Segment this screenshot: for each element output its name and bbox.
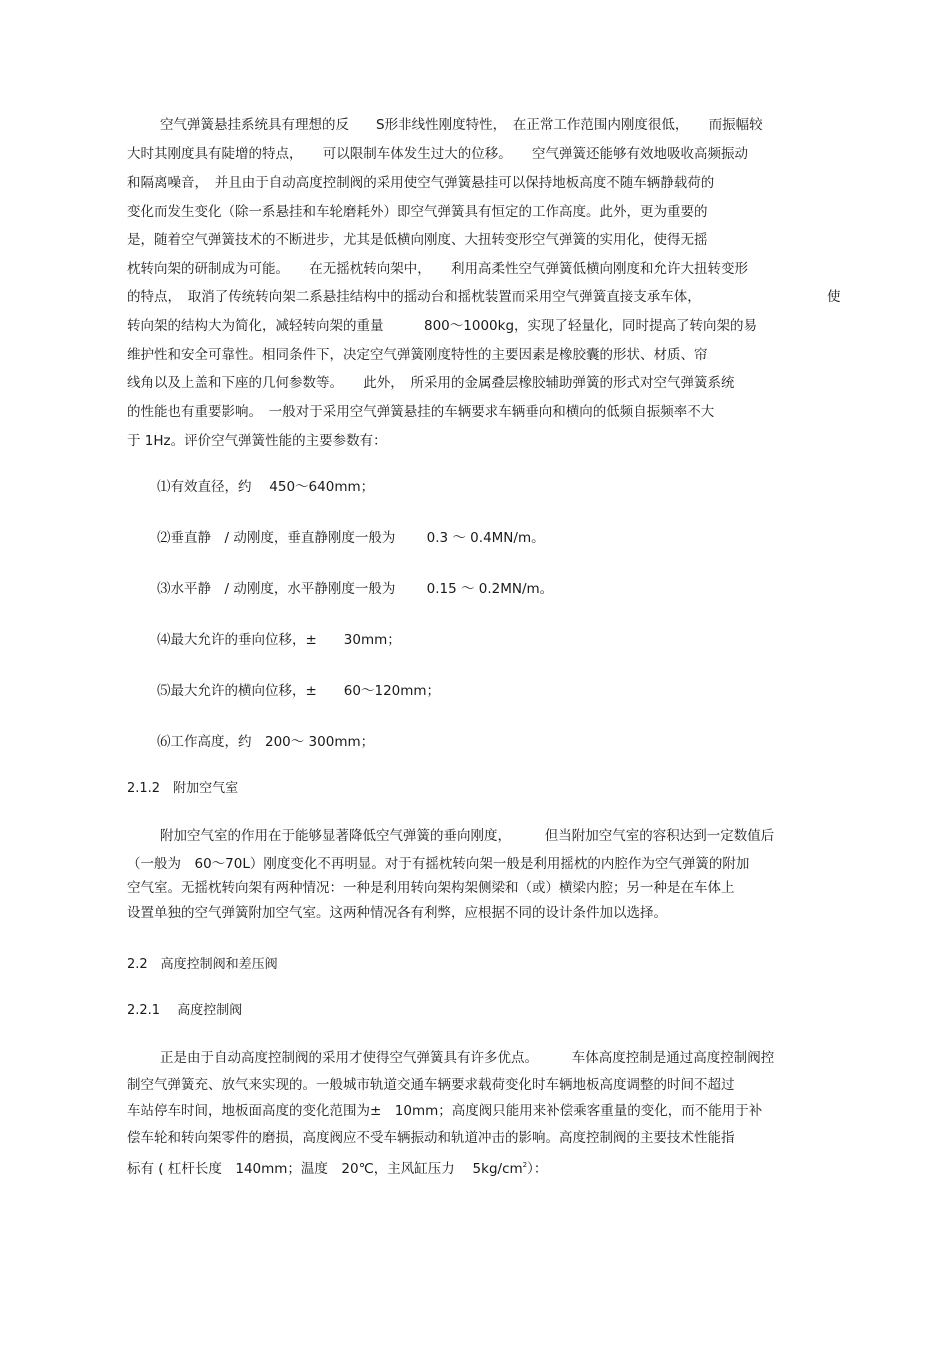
text-line: 变化而发生变化（除一系悬挂和车轮磨耗外）即空气弹簧具有恒定的工作高度。此外，更为重要的	[127, 204, 708, 220]
text-line: 是，随着空气弹簧技术的不断进步，尤其是低横向刚度、大扭转变形空气弹簧的实用化，使得无摇	[127, 232, 708, 248]
list-item: ⑸最大允许的横向位移，± 60～120mm；	[157, 683, 441, 699]
text-line: 车站停车时间，地板面高度的变化范围为± 10mm；高度阀只能用来补偿乘客重量的变化，而不能用于补	[127, 1103, 763, 1119]
text-line: 正是由于自动高度控制阀的采用才使得空气弹簧具有许多优点。 车体高度控制是通过高度控制阀控	[160, 1050, 775, 1066]
list-item: ⑷最大允许的垂向位移，± 30mm；	[157, 632, 401, 648]
list-item: ⑵垂直静 / 动刚度，垂直静刚度一般为 0.3 ～ 0.4MN/m。	[157, 530, 545, 546]
text-line: （一般为 60～70L）刚度变化不再明显。对于有摇枕转向架一般是利用摇枕的内腔作为空气弹簧的附加	[127, 856, 750, 872]
text-line: 设置单独的空气弹簧附加空气室。这两种情况各有利弊，应根据不同的设计条件加以选择。	[127, 905, 667, 921]
superscript: 2	[522, 1161, 528, 1169]
text-fragment: 标有 ( 杠杆长度 140mm；温度 20℃，主风缸压力 5kg/cm	[127, 1161, 523, 1177]
list-item: ⑴有效直径，约 450～640mm；	[157, 479, 375, 495]
text-line: 大时其刚度具有陡增的特点， 可以限制车体发生过大的位移。 空气弹簧还能够有效地吸收高频振动	[127, 146, 748, 162]
text-line: 制空气弹簧充、放气来实现的。一般城市轨道交通车辆要求载荷变化时车辆地板高度调整的时间不超过	[127, 1077, 735, 1093]
text-line: 附加空气室的作用在于能够显著降低空气弹簧的垂向刚度， 但当附加空气室的容积达到一定数值后	[160, 828, 775, 844]
section-heading: 2.2 高度控制阀和差压阀	[127, 957, 278, 972]
text-line-tail: 使	[827, 289, 841, 305]
text-line: 枕转向架的研制成为可能。 在无摇枕转向架中， 利用高柔性空气弹簧低横向刚度和允许大扭转变形	[127, 261, 748, 277]
text-fragment: ）：	[527, 1161, 548, 1177]
text-line: 偿车轮和转向架零件的磨损，高度阀应不受车辆振动和轨道冲击的影响。高度控制阀的主要技术性能指	[127, 1130, 735, 1146]
text-line: 的性能也有重要影响。 一般对于采用空气弹簧悬挂的车辆要求车辆垂向和横向的低频自振频率不大	[127, 404, 715, 420]
text-line: 于 1Hz。评价空气弹簧性能的主要参数有：	[127, 433, 387, 449]
subsection-heading: 2.2.1 高度控制阀	[127, 1003, 243, 1018]
text-line: 空气弹簧悬挂系统具有理想的反 S形非线性刚度特性， 在正常工作范围内刚度很低， 而振幅较	[160, 117, 763, 133]
text-line-last	[127, 1156, 547, 1178]
list-item: ⑹工作高度，约 200～ 300mm；	[157, 734, 375, 750]
section-heading: 2.1.2 附加空气室	[127, 781, 239, 796]
list-item: ⑶水平静 / 动刚度，水平静刚度一般为 0.15 ～ 0.2MN/m。	[157, 581, 554, 597]
text-line: 空气室。无摇枕转向架有两种情况：一种是利用转向架构架侧梁和（或）横梁内腔；另一种是在车体上	[127, 880, 735, 896]
text-line: 线角以及上盖和下座的几何参数等。 此外， 所采用的金属叠层橡胶辅助弹簧的形式对空气弹簧系统	[127, 375, 735, 391]
text-line: 转向架的结构大为简化，减轻转向架的重量 800～1000kg，实现了轻量化，同时提高了转向架的易	[127, 318, 758, 334]
text-line: 和隔离噪音， 并且由于自动高度控制阀的采用使空气弹簧悬挂可以保持地板高度不随车辆静载荷的	[127, 175, 715, 191]
text-line: 维护性和安全可靠性。相同条件下，决定空气弹簧刚度特性的主要因素是橡胶囊的形状、材质、帘	[127, 347, 708, 363]
text-line: 的特点， 取消了传统转向架二系悬挂结构中的摇动台和摇枕装置而采用空气弹簧直接支承车体，	[127, 289, 701, 305]
